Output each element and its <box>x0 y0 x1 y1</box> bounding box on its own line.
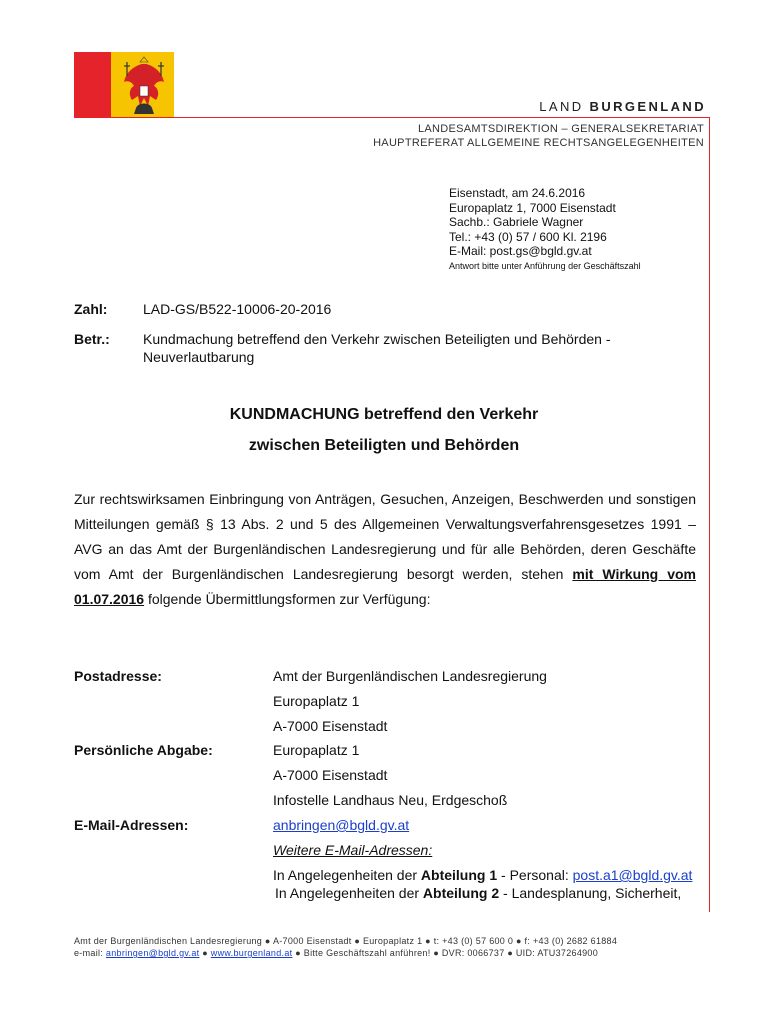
postadresse-line-3: A-7000 Eisenstadt <box>273 718 388 734</box>
footer-line-2-rest: ● Bitte Geschäftszahl anführen! ● DVR: 0066737 ● UID: ATU37264900 <box>292 948 599 958</box>
abteilung-1-line <box>273 867 692 883</box>
betr-line-1: Kundmachung betreffend den Verkehr zwischen Beteiligten und Behörden - <box>143 331 611 347</box>
zahl-label: Zahl: <box>74 301 108 317</box>
footer-line-2 <box>74 948 598 958</box>
abgabe-label: Persönliche Abgabe: <box>74 742 213 758</box>
burgenland-coat-of-arms-logo <box>74 52 174 118</box>
department-line-2: HAUPTREFERAT ALLGEMEINE RECHTSANGELEGENHEITEN <box>373 137 704 148</box>
zahl-value: LAD-GS/B522-10006-20-2016 <box>143 301 332 317</box>
place-date: Eisenstadt, am 24.6.2016 <box>449 186 586 200</box>
abteilung-2-line <box>275 885 681 901</box>
betr-label: Betr.: <box>74 331 110 347</box>
postadresse-label: Postadresse: <box>74 668 162 684</box>
department-line-1: LANDESAMTSDIREKTION – GENERALSEKRETARIAT <box>417 123 704 135</box>
land-name: BURGENLAND <box>589 99 706 114</box>
betr-value <box>143 330 611 366</box>
footer-email-link[interactable]: anbringen@bgld.gv.at <box>105 948 200 958</box>
footer-line-1: Amt der Burgenländischen Landesregierung ● A-7000 Eisenstadt ● Europaplatz 1 ● t: +43 (0) 57 600 0 ● f: +43 (0) 2682 61884 <box>74 936 618 946</box>
further-emails-label: Weitere E-Mail-Adressen: <box>273 842 433 858</box>
body-part-2: folgende Übermittlungsformen zur Verfügung: <box>144 591 431 607</box>
footer-separator: ● <box>199 948 211 958</box>
abgabe-line-2: A-7000 Eisenstadt <box>273 767 388 783</box>
document-title-line-2: zwischen Beteiligten und Behörden <box>248 437 520 454</box>
abt2-prefix: In Angelegenheiten der <box>275 885 423 901</box>
address-block <box>449 186 641 273</box>
body-paragraph <box>74 487 696 612</box>
letterhead-divider-top <box>110 117 710 118</box>
postadresse-line-2: Europaplatz 1 <box>273 693 360 709</box>
footer-web-link[interactable]: www.burgenland.at <box>210 948 293 958</box>
street-address: Europaplatz 1, 7000 Eisenstadt <box>449 200 616 215</box>
betr-line-2: Neuverlautbarung <box>143 349 255 365</box>
abt1-email-link[interactable]: post.a1@bgld.gv.at <box>572 867 693 883</box>
abgabe-line-3: Infostelle Landhaus Neu, Erdgeschoß <box>273 792 508 808</box>
abt2-name: Abteilung 2 <box>422 885 500 901</box>
email-addresses-label: E-Mail-Adressen: <box>74 817 189 833</box>
letterhead-land <box>539 99 706 114</box>
land-prefix: LAND <box>539 99 584 114</box>
letterhead-divider-right <box>709 117 710 912</box>
primary-email-link[interactable]: anbringen@bgld.gv.at <box>273 817 410 833</box>
footer-email-prefix: e-mail: <box>74 948 106 958</box>
abt1-middle: - Personal: <box>497 867 573 883</box>
abt1-name: Abteilung 1 <box>420 867 498 883</box>
abt1-prefix: In Angelegenheiten der <box>273 867 421 883</box>
phone: Tel.: +43 (0) 57 / 600 Kl. 2196 <box>449 229 607 244</box>
document-title-line-1: KUNDMACHUNG betreffend den Verkehr <box>229 406 539 423</box>
body-emphasis: mit Wirkung vom 01.07.2016 <box>74 566 696 607</box>
clerk: Sachb.: Gabriele Wagner <box>449 215 584 229</box>
abgabe-line-1: Europaplatz 1 <box>273 742 360 758</box>
body-part-1: Zur rechtswirksamen Einbringung von Anträgen, Gesuchen, Anzeigen, Beschwerden und sonstigen Mitteilungen gemäß § 13 Abs. 2 und 5 des Allgemeinen Verwaltungsverfahrensgesetzes 1991 – AVG an das Amt der Burgenländischen Landesregierung und für alle Behörden, deren Geschäfte vom Amt der Burgenländischen Landesregierung besorgt werden, stehen <box>74 491 696 582</box>
postadresse-line-1: Amt der Burgenländischen Landesregierung <box>273 668 547 684</box>
abt2-middle: - Landesplanung, Sicherheit, <box>499 885 682 901</box>
reply-note: Antwort bitte unter Anführung der Geschäftszahl <box>449 260 641 271</box>
primary-email-wrap <box>273 817 409 833</box>
email-contact: E-Mail: post.gs@bgld.gv.at <box>449 244 592 258</box>
